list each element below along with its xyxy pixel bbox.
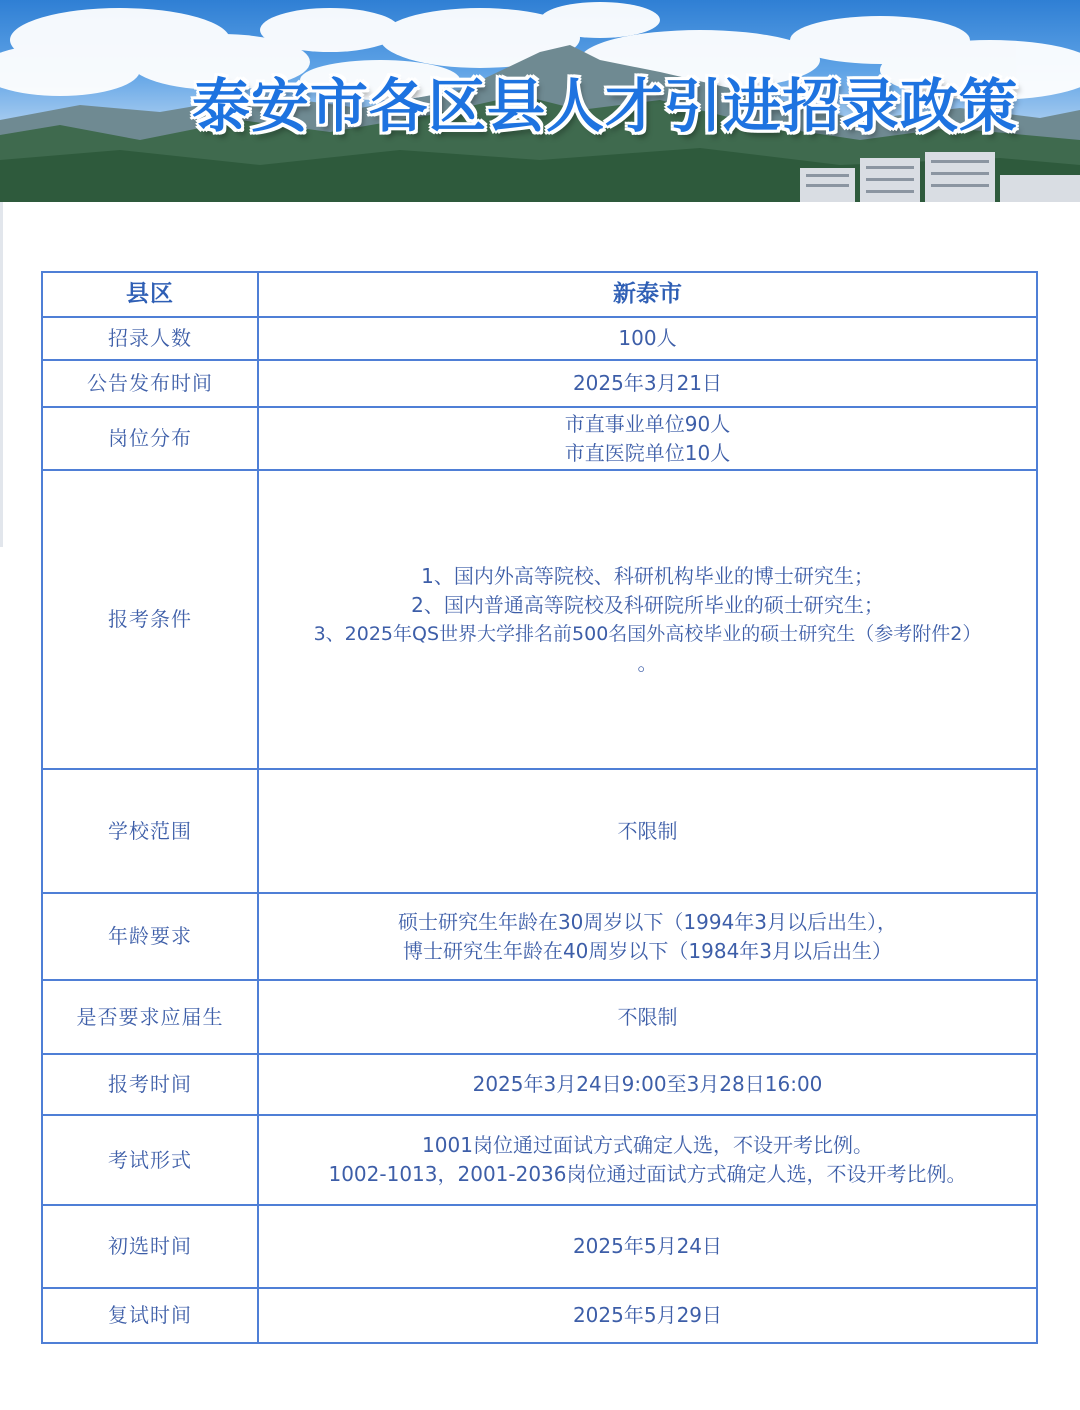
header-banner — [0, 0, 1080, 202]
table-row — [42, 317, 1037, 360]
header-value-cell: 新泰市 — [258, 272, 1037, 317]
value-line: 市直事业单位90人 — [564, 411, 731, 436]
row-value — [258, 1054, 1037, 1115]
page-title: 泰安市各区县人才引进招录政策 — [192, 72, 1019, 140]
row-value — [258, 769, 1037, 893]
table-header-row — [42, 272, 1037, 317]
value-line: 3、2025年QS世界大学排名前500名国外高校毕业的硕士研究生（参考附件2） — [313, 622, 982, 645]
value-line: 不限制 — [617, 1004, 678, 1029]
row-value — [258, 360, 1037, 407]
row-value — [258, 893, 1037, 980]
value-line: 博士研究生年龄在40周岁以下（1984年3月以后出生） — [402, 938, 893, 963]
row-value — [258, 407, 1037, 470]
row-label: 岗位分布 — [42, 407, 258, 470]
table-row — [42, 470, 1037, 769]
value-line: 不限制 — [617, 818, 678, 843]
value-line: 2025年3月21日 — [572, 371, 723, 395]
table-row — [42, 980, 1037, 1054]
row-label: 学校范围 — [42, 769, 258, 893]
row-value — [258, 1205, 1037, 1288]
row-label: 公告发布时间 — [42, 360, 258, 407]
row-value — [258, 317, 1037, 360]
value-line: 2025年3月24日9:00至3月28日16:00 — [472, 1072, 823, 1096]
row-label: 报考时间 — [42, 1054, 258, 1115]
value-line: 硕士研究生年龄在30周岁以下（1994年3月以后出生）， — [397, 909, 898, 934]
value-line: 2、国内普通高等院校及科研院所毕业的硕士研究生； — [411, 592, 884, 617]
value-line: 。 — [637, 650, 658, 675]
value-line: 2025年5月29日 — [572, 1303, 723, 1327]
value-line: 1001岗位通过面试方式确定人选，不设开考比例。 — [422, 1133, 873, 1157]
value-line: 2025年5月24日 — [572, 1234, 723, 1258]
table-row — [42, 360, 1037, 407]
row-label: 招录人数 — [42, 317, 258, 360]
table-row — [42, 1115, 1037, 1205]
table-row — [42, 769, 1037, 893]
value-line: 市直医院单位10人 — [564, 440, 731, 465]
row-value — [258, 470, 1037, 769]
row-value — [258, 980, 1037, 1054]
value-line: 1、国内外高等院校、科研机构毕业的博士研究生； — [421, 563, 874, 588]
table-row — [42, 1288, 1037, 1343]
left-edge-decoration — [0, 202, 3, 547]
row-value — [258, 1288, 1037, 1343]
value-line: 1002-1013，2001-2036岗位通过面试方式确定人选，不设开考比例。 — [328, 1162, 967, 1186]
row-label: 是否要求应届生 — [42, 980, 258, 1054]
table-row — [42, 407, 1037, 470]
row-label: 年龄要求 — [42, 893, 258, 980]
value-line: 100人 — [618, 326, 677, 350]
row-label: 复试时间 — [42, 1288, 258, 1343]
row-value — [258, 1115, 1037, 1205]
row-label: 初选时间 — [42, 1205, 258, 1288]
table-row — [42, 893, 1037, 980]
row-label: 报考条件 — [42, 470, 258, 769]
table-row — [42, 1205, 1037, 1288]
header-label-cell: 县区 — [42, 272, 258, 317]
table-row — [42, 1054, 1037, 1115]
row-label: 考试形式 — [42, 1115, 258, 1205]
policy-table — [41, 271, 1038, 1344]
